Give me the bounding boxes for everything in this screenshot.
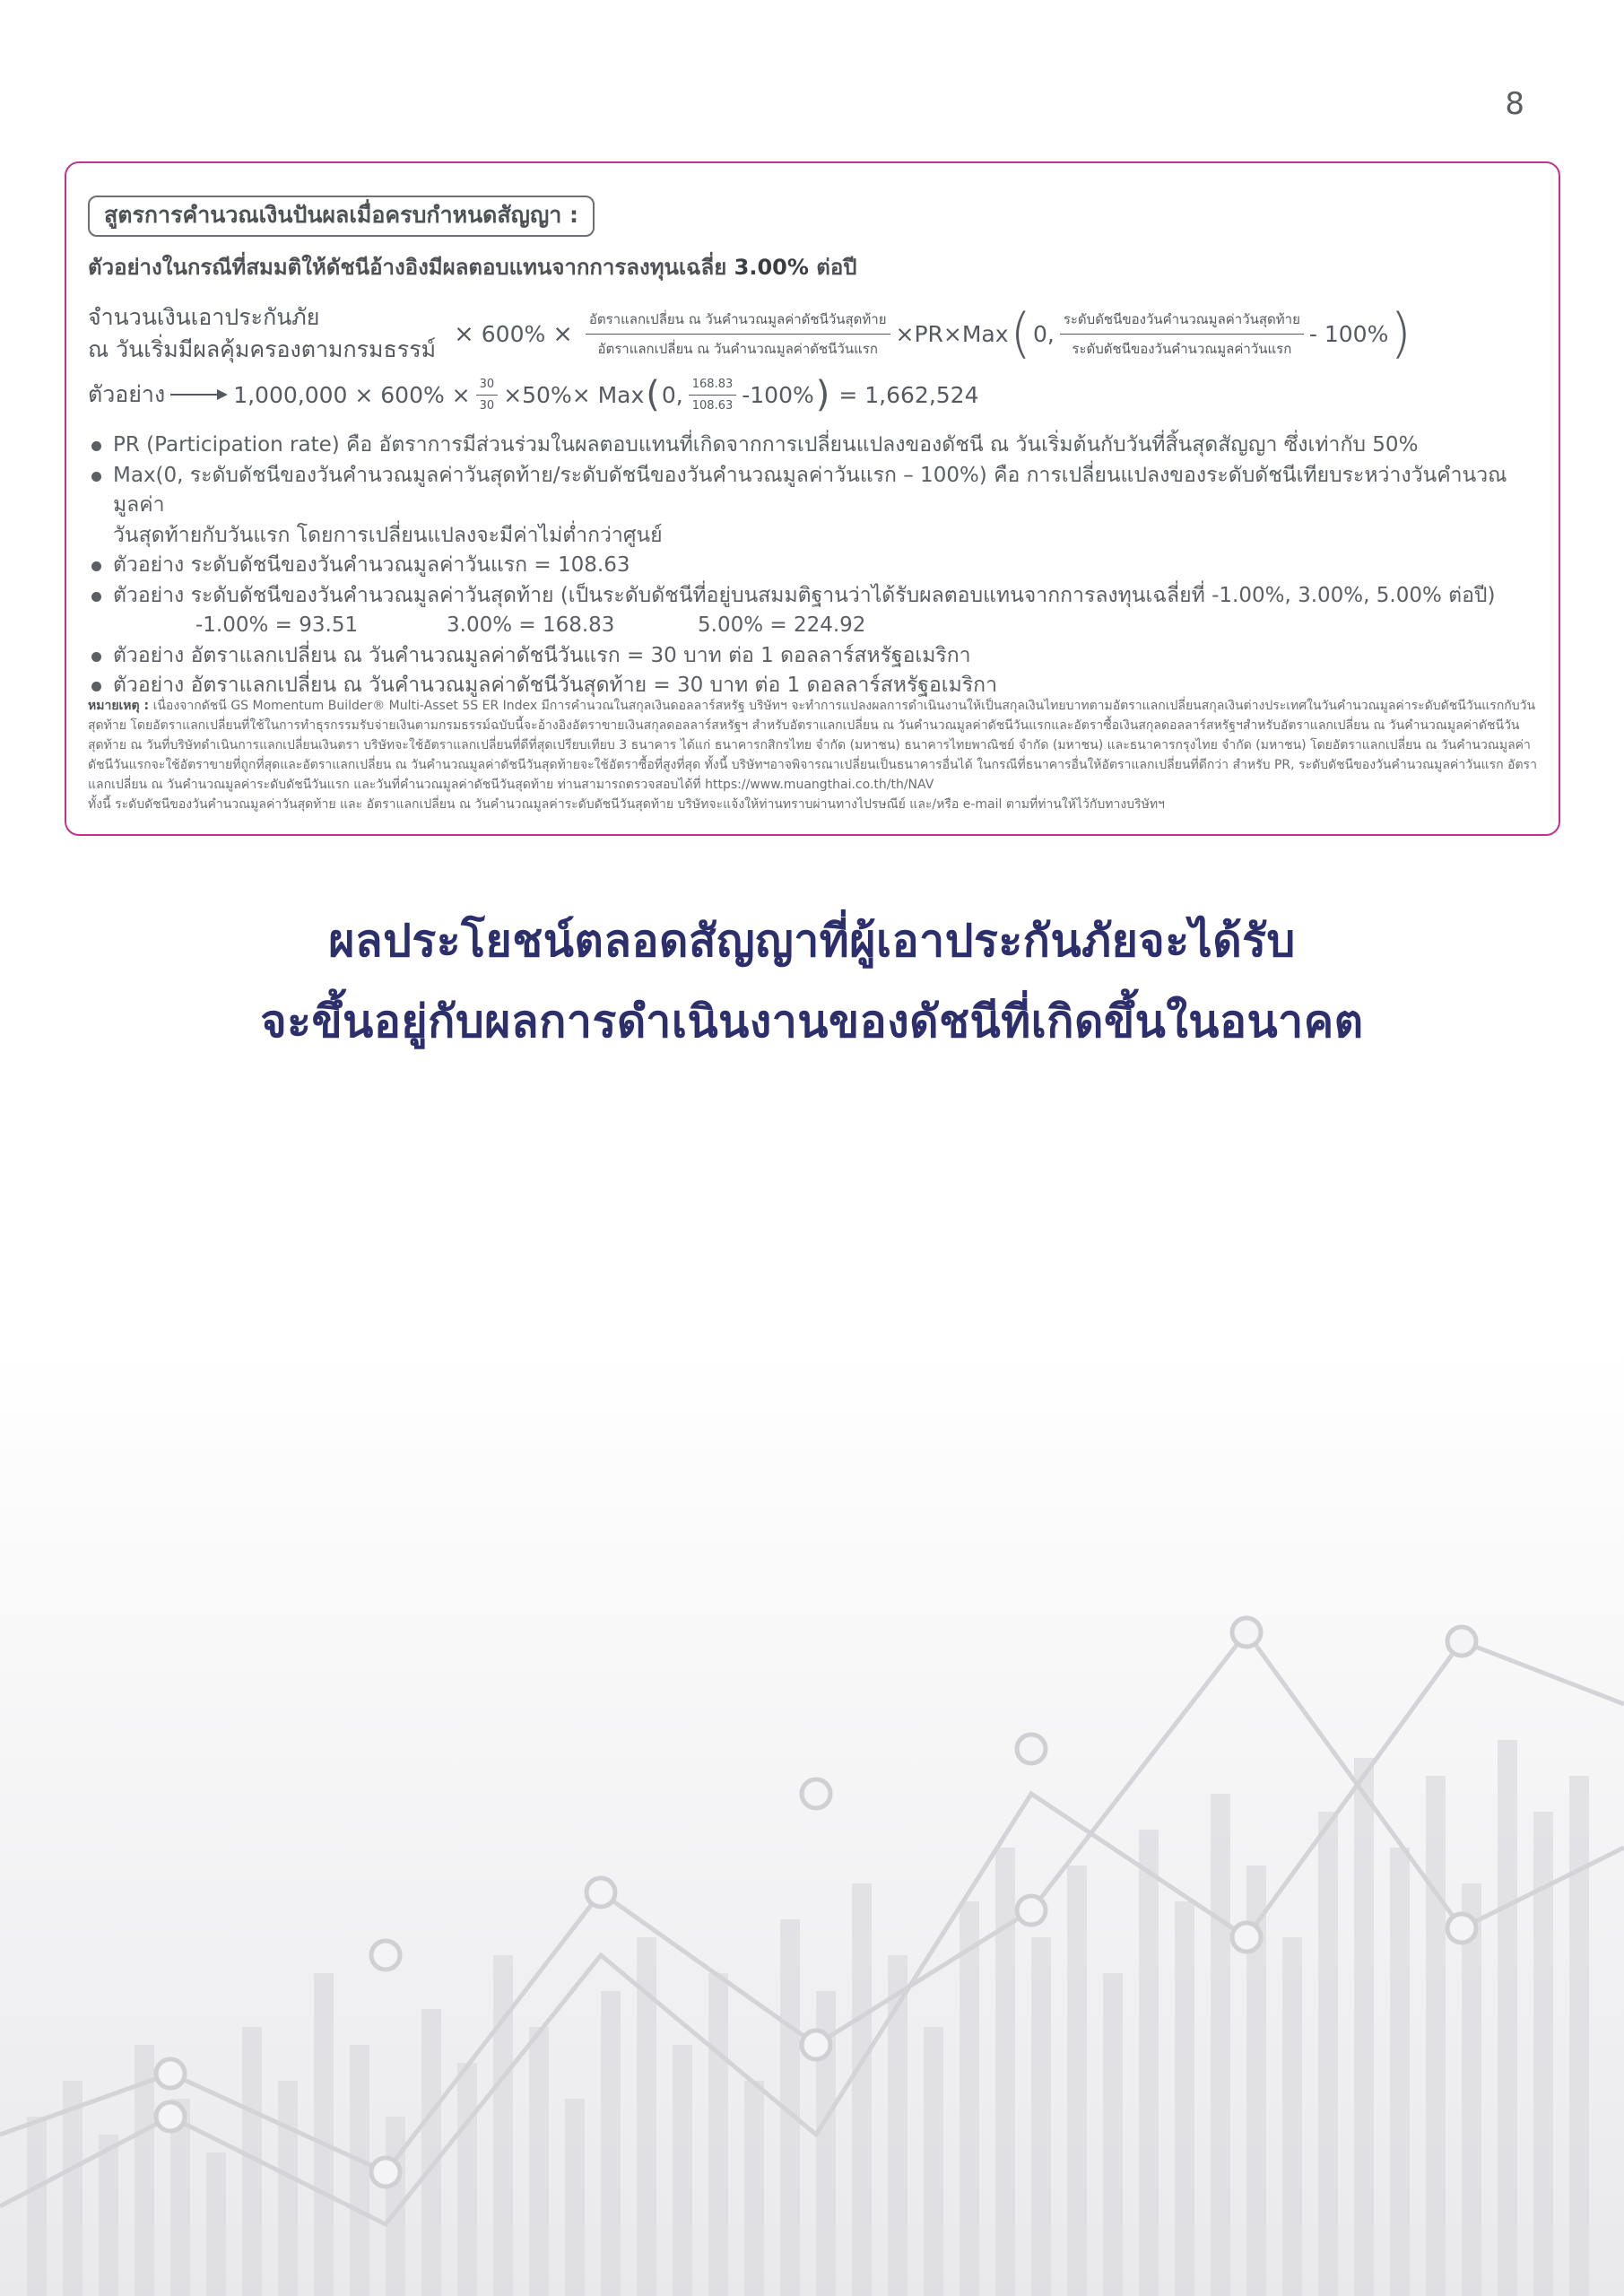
- times-sign: ×: [454, 319, 474, 348]
- example-calculation: [88, 368, 1541, 422]
- list-item: ตัวอย่าง อัตราแลกเปลี่ยน ณ วันคำนวณมูลค่าดัชนีวันสุดท้าย = 30 บาท ต่อ 1 ดอลลาร์สหรัฐอเมริกา: [88, 671, 1541, 701]
- example-index-fraction: [689, 378, 737, 413]
- example-idx-den: 108.63: [691, 398, 734, 413]
- scenario-value: 3.00% = 168.83: [447, 613, 615, 637]
- close-paren: ): [815, 374, 830, 415]
- times-sign: ×: [552, 319, 573, 348]
- index-ratio-fraction: [1060, 309, 1304, 360]
- max-definition-line2: วันสุดท้ายกับวันแรก โดยการเปลี่ยนแปลงจะมีค่าไม่ต่ำกว่าศูนย์: [113, 523, 663, 547]
- example-part1: 1,000,000 × 600% ×: [233, 381, 471, 408]
- formula-multiplier: 600%: [481, 320, 546, 347]
- formula-expression: [88, 289, 1541, 378]
- example-part3: -100%: [742, 381, 814, 408]
- headline-line1: ผลประโยชน์ตลอดสัญญาที่ผู้เอาประกันภัยจะได้รับ: [328, 915, 1296, 967]
- footnote-text: เนื่องจากดัชนี GS Momentum Builder® Multi-Asset 5S ER Index มีการคำนวณในสกุลเงินดอลลาร์สหรัฐ บริษัทฯ จะทำการแปลงผลการดำเนินงานให้เป็นสกุลเงินไทยบาทตามอัตราแลกเปลี่ยนสกุลเงินต่างประเทศในวันคำนวณมูลค่าระดับดัชนีวันแรกกับวันสุดท้าย โดยอัตราแลกเปลี่ยนที่ใช้ในการทำธุรกรรมรับจ่ายเงินตามกรมธรรม์ฉบับนี้จะอ้างอิงอัตราขายเงินสกุลดอลลาร์สหรัฐฯ สำหรับอัตราแลกเปลี่ยน ณ วันคำนวณมูลค่าดัชนีวันแรกและอัตราซื้อเงินสกุลดอลลาร์สหรัฐฯสำหรับอัตราแลกเปลี่ยน ณ วันคำนวณมูลค่าดัชนีวันสุดท้าย ณ วันที่บริษัทดำเนินการแลกเปลี่ยนเงินตรา บริษัทจะใช้อัตราแลกเปลี่ยนที่ดีที่สุดเปรียบเทียบ 3 ธนาคาร ได้แก่ ธนาคารกสิกรไทย จำกัด (มหาชน) ธนาคารไทยพาณิชย์ จำกัด (มหาชน) และธนาคารกรุงไทย จำกัด (มหาชน) โดยอัตราแลกเปลี่ยน ณ วันคำนวณมูลค่าดัชนีวันแรกจะใช้อัตราขายที่ถูกที่สุดและอัตราแลกเปลี่ยน ณ วันคำนวณมูลค่าดัชนีวันสุดท้ายจะใช้อัตราซื้อที่สูงที่สุด ทั้งนี้ บริษัทฯอาจพิจารณาเปลี่ยนเป็นธนาคารอื่นได้ ในกรณีที่ธนาคารอื่นให้อัตราแลกเปลี่ยนที่ดีกว่า สำหรับ PR, ระดับดัชนีของวันคำนวณมูลค่าวันแรก อัตราแลกเปลี่ยน ณ วันคำนวณมูลค่าระดับดัชนีวันแรก และวันที่คำนวณมูลค่าดัชนีวันสุดท้าย ท่านสามารถตรวจสอบได้ที่ https://www.muangthai.co.th/th/NAV: [88, 699, 1537, 792]
- example-label: ตัวอย่าง: [88, 381, 166, 407]
- index-denominator: ระดับดัชนีของวันคำนวณมูลค่าวันแรก: [1072, 340, 1292, 357]
- scenario-value: 5.00% = 224.92: [698, 613, 866, 637]
- assumption-line: [88, 249, 856, 284]
- example-idx-num: 168.83: [689, 378, 737, 396]
- minus-100: - 100%: [1308, 320, 1389, 347]
- max-definition-line1: Max(0, ระดับดัชนีของวันคำนวณมูลค่าวันสุดท้าย/ระดับดัชนีของวันคำนวณมูลค่าวันแรก – 100%) คือ การเปลี่ยนแปลงของระดับดัชนีเทียบระหว่างวันคำนวณมูลค่า: [113, 463, 1507, 517]
- assumption-prefix: ตัวอย่างในกรณีที่สมมติให้ดัชนีอ้างอิงมีผลตอบแทนจากการลงทุนเฉลี่ย: [88, 255, 727, 280]
- scenario-value: -1.00% = 93.51: [195, 613, 359, 637]
- open-paren: (: [646, 374, 660, 415]
- formula-box: [65, 161, 1560, 836]
- footnote-label: หมายเหตุ :: [88, 699, 150, 713]
- page-number: 8: [1505, 86, 1524, 122]
- arrow-right-icon: [170, 388, 228, 401]
- example-fx-den: 30: [479, 398, 495, 413]
- formula-left-line1: จำนวนเงินเอาประกันภัย: [88, 304, 320, 330]
- formula-sum-insured: [88, 301, 436, 366]
- list-item: ตัวอย่าง ระดับดัชนีของวันคำนวณมูลค่าวันแรก = 108.63: [88, 551, 1541, 581]
- assumption-rate: 3.00%: [734, 255, 809, 280]
- footnote: [88, 696, 1541, 814]
- close-paren: ): [1390, 302, 1411, 365]
- index-numerator: ระดับดัชนีของวันคำนวณมูลค่าวันสุดท้าย: [1060, 309, 1304, 335]
- list-item: PR (Participation rate) คือ อัตราการมีส่วนร่วมในผลตอบแทนที่เกิดจากการเปลี่ยนแปลงของดัชนี ณ วันเริ่มต้นกับวันที่สิ้นสุดสัญญา ซึ่งเท่ากับ 50%: [88, 430, 1541, 461]
- decorative-chart-background: [0, 1345, 1624, 2296]
- fx-ratio-fraction: [586, 309, 890, 360]
- max-zero: 0,: [1032, 320, 1055, 347]
- formula-left-line2: ณ วันเริ่มมีผลคุ้มครองตามกรมธรรม์: [88, 336, 437, 362]
- example-fx-num: 30: [476, 378, 499, 396]
- example-result: = 1,662,524: [838, 381, 979, 408]
- fx-numerator: อัตราแลกเปลี่ยน ณ วันคำนวณมูลค่าดัชนีวันสุดท้าย: [586, 309, 890, 335]
- last-day-text: ตัวอย่าง ระดับดัชนีของวันคำนวณมูลค่าวันสุดท้าย (เป็นระดับดัชนีที่อยู่บนสมมติฐานว่าได้รับผลตอบแทนจากการลงทุนเฉลี่ยที่ -1.00%, 3.00%, 5.00% ต่อปี): [113, 583, 1496, 607]
- list-item: [88, 581, 1541, 641]
- list-item: [88, 461, 1541, 552]
- assumption-suffix: ต่อปี: [816, 255, 857, 280]
- list-item: ตัวอย่าง อัตราแลกเปลี่ยน ณ วันคำนวณมูลค่าดัชนีวันแรก = 30 บาท ต่อ 1 ดอลลาร์สหรัฐอเมริกา: [88, 641, 1541, 672]
- open-paren: (: [1010, 302, 1031, 365]
- example-fx-fraction: [476, 378, 499, 413]
- formula-title: สูตรการคำนวณเงินปันผลเมื่อครบกำหนดสัญญา :: [88, 196, 595, 237]
- headline-line2: จะขึ้นอยู่กับผลการดำเนินงานของดัชนีที่เกิดขึ้นในอนาคต: [260, 996, 1364, 1048]
- definition-list: [88, 430, 1541, 701]
- footnote-last-line: ทั้งนี้ ระดับดัชนีของวันคำนวณมูลค่าวันสุดท้าย และ อัตราแลกเปลี่ยน ณ วันคำนวณมูลค่าระดับดัชนีวันสุดท้าย บริษัทจะแจ้งให้ท่านทราบผ่านทางไปรษณีย์ และ/หรือ e-mail ตามที่ท่านให้ไว้กับทางบริษัทฯ: [88, 797, 1165, 812]
- fx-denominator: อัตราแลกเปลี่ยน ณ วันคำนวณมูลค่าดัชนีวันแรก: [597, 340, 878, 357]
- example-max-zero: 0,: [661, 381, 683, 408]
- example-part2: ×50%× Max: [503, 381, 645, 408]
- pr-max-label: ×PR×Max: [895, 320, 1009, 347]
- scenario-values: [113, 611, 1541, 641]
